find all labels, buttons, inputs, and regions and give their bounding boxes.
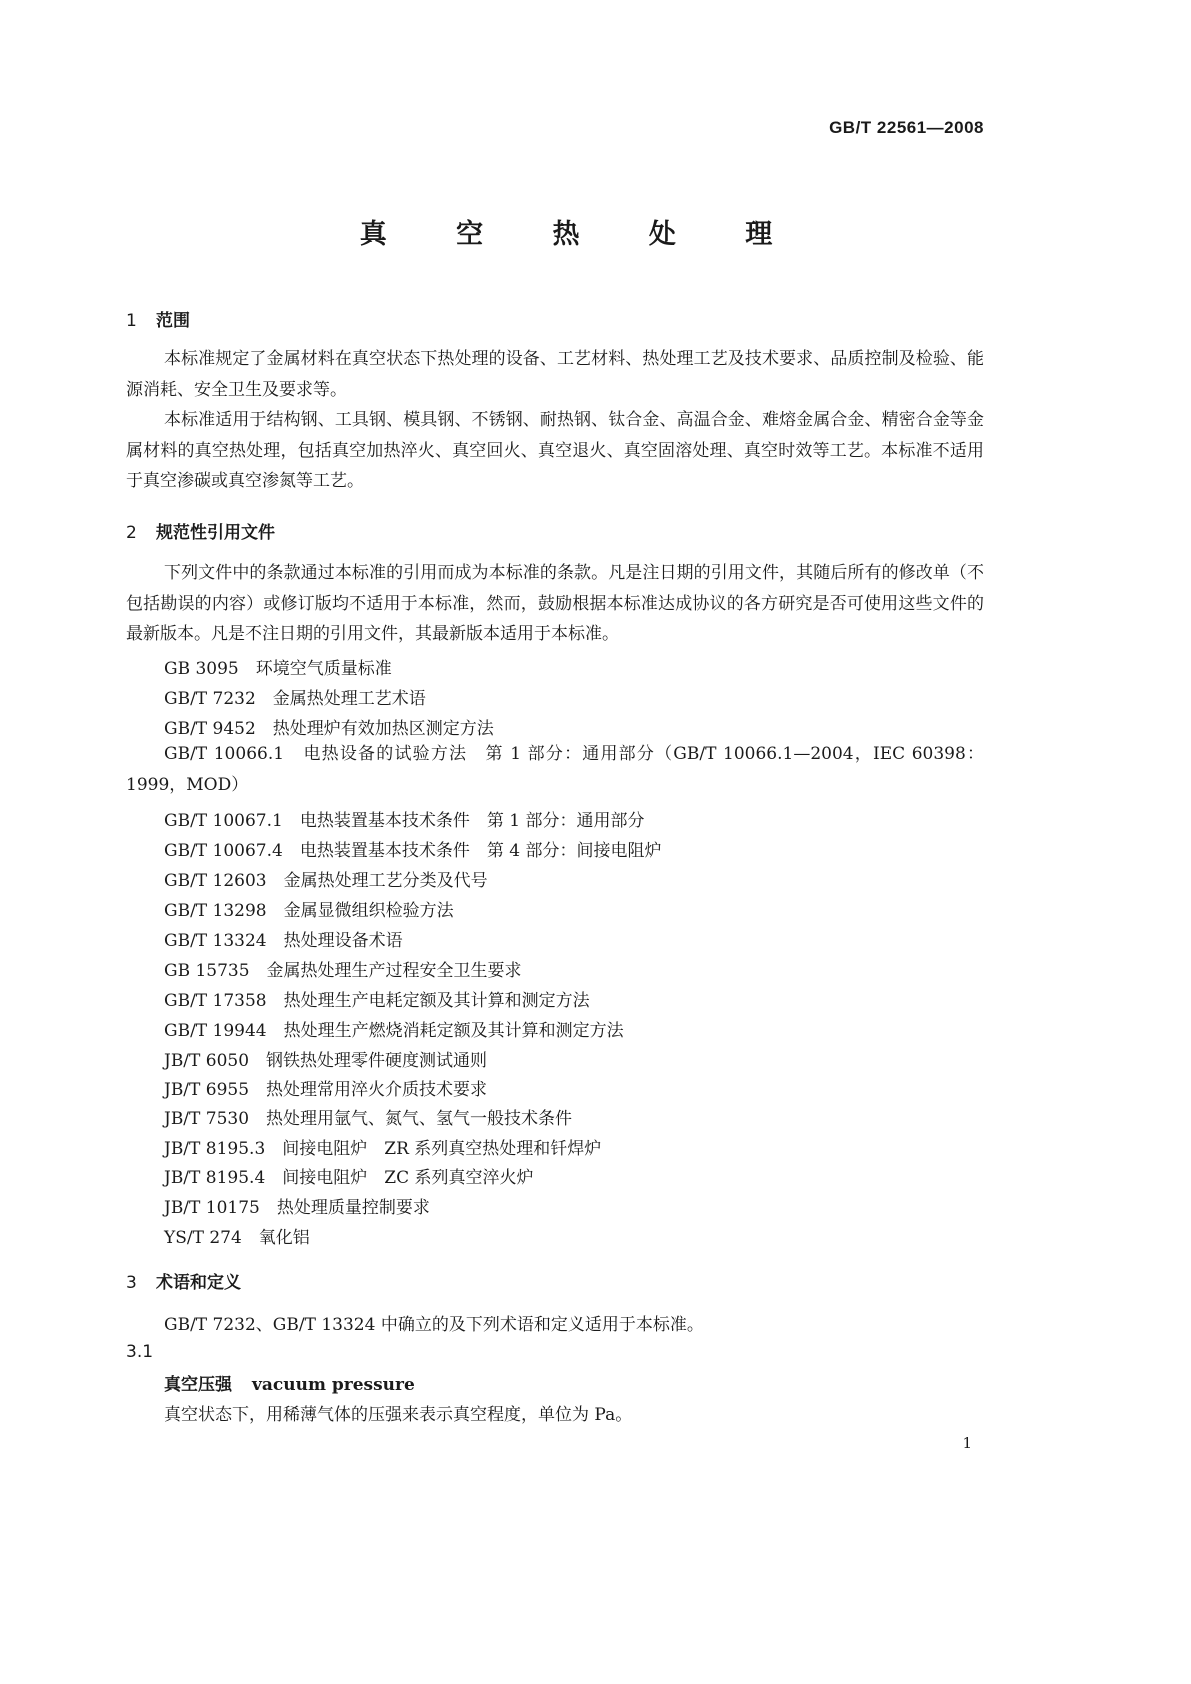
page-number: 1 xyxy=(962,1434,972,1452)
reference-item: JB/T 6955 热处理常用淬火介质技术要求 xyxy=(164,1080,488,1100)
reference-item: GB/T 13324 热处理设备术语 xyxy=(164,931,403,951)
reference-item: JB/T 10175 热处理质量控制要求 xyxy=(164,1198,430,1218)
section-number: 3 xyxy=(126,1273,137,1293)
section-title: 术语和定义 xyxy=(156,1273,241,1293)
reference-item: GB 3095 环境空气质量标准 xyxy=(164,659,392,679)
reference-item: GB/T 7232 金属热处理工艺术语 xyxy=(164,689,426,709)
section-number: 2 xyxy=(126,523,137,543)
reference-item: GB/T 9452 热处理炉有效加热区测定方法 xyxy=(164,719,494,739)
section-2-heading xyxy=(126,518,275,543)
section-title: 规范性引用文件 xyxy=(156,523,275,543)
section-1-paragraph-2: 本标准适用于结构钢、工具钢、模具钢、不锈钢、耐热钢、钛合金、高温合金、难熔金属合金、精密合金等金属材料的真空热处理，包括真空加热淬火、真空回火、真空退火、真空固溶处理、真空时效等工艺。本标准不适用于真空渗碳或真空渗氮等工艺。 xyxy=(126,410,984,491)
reference-item: GB/T 10067.1 电热装置基本技术条件 第 1 部分：通用部分 xyxy=(164,811,645,831)
document-title: 真 空 热 处 理 xyxy=(359,219,803,250)
term-heading xyxy=(164,1370,415,1395)
section-number: 1 xyxy=(126,311,137,331)
term-name-en: vacuum pressure xyxy=(252,1375,415,1395)
reference-item: GB/T 10067.4 电热装置基本技术条件 第 4 部分：间接电阻炉 xyxy=(164,841,662,861)
reference-item: YS/T 274 氧化铝 xyxy=(164,1228,310,1248)
reference-item: GB/T 19944 热处理生产燃烧消耗定额及其计算和测定方法 xyxy=(164,1021,624,1041)
term-definition: 真空状态下，用稀薄气体的压强来表示真空程度，单位为 Pa。 xyxy=(164,1405,633,1425)
section-1-heading xyxy=(126,306,190,331)
reference-item: GB/T 12603 金属热处理工艺分类及代号 xyxy=(164,871,488,891)
term-name-zh: 真空压强 xyxy=(164,1375,232,1395)
term-number: 3.1 xyxy=(126,1342,154,1362)
section-2-intro: 下列文件中的条款通过本标准的引用而成为本标准的条款。凡是注日期的引用文件，其随后所有的修改单（不包括勘误的内容）或修订版均不适用于本标准，然而，鼓励根据本标准达成协议的各方研究是否可使用这些文件的最新版本。凡是不注日期的引用文件，其最新版本适用于本标准。 xyxy=(126,563,984,644)
reference-item: JB/T 8195.4 间接电阻炉 ZC 系列真空淬火炉 xyxy=(164,1168,534,1188)
reference-item: GB/T 10066.1 电热设备的试验方法 第 1 部分：通用部分（GB/T 10066.1—2004，IEC 60398：1999，MOD） xyxy=(126,744,984,795)
reference-item: JB/T 6050 钢铁热处理零件硬度测试通则 xyxy=(164,1051,488,1071)
reference-item: JB/T 8195.3 间接电阻炉 ZR 系列真空热处理和钎焊炉 xyxy=(164,1139,602,1159)
reference-item: GB 15735 金属热处理生产过程安全卫生要求 xyxy=(164,961,522,981)
standard-code: GB/T 22561—2008 xyxy=(829,118,984,137)
section-1-paragraph-1: 本标准规定了金属材料在真空状态下热处理的设备、工艺材料、热处理工艺及技术要求、品质控制及检验、能源消耗、安全卫生及要求等。 xyxy=(126,349,984,400)
section-3-heading xyxy=(126,1268,241,1293)
section-3-intro: GB/T 7232、GB/T 13324 中确立的及下列术语和定义适用于本标准。 xyxy=(164,1315,704,1335)
reference-item: JB/T 7530 热处理用氩气、氮气、氢气一般技术条件 xyxy=(164,1109,573,1129)
section-title: 范围 xyxy=(156,311,190,331)
reference-item: GB/T 17358 热处理生产电耗定额及其计算和测定方法 xyxy=(164,991,590,1011)
reference-item: GB/T 13298 金属显微组织检验方法 xyxy=(164,901,454,921)
